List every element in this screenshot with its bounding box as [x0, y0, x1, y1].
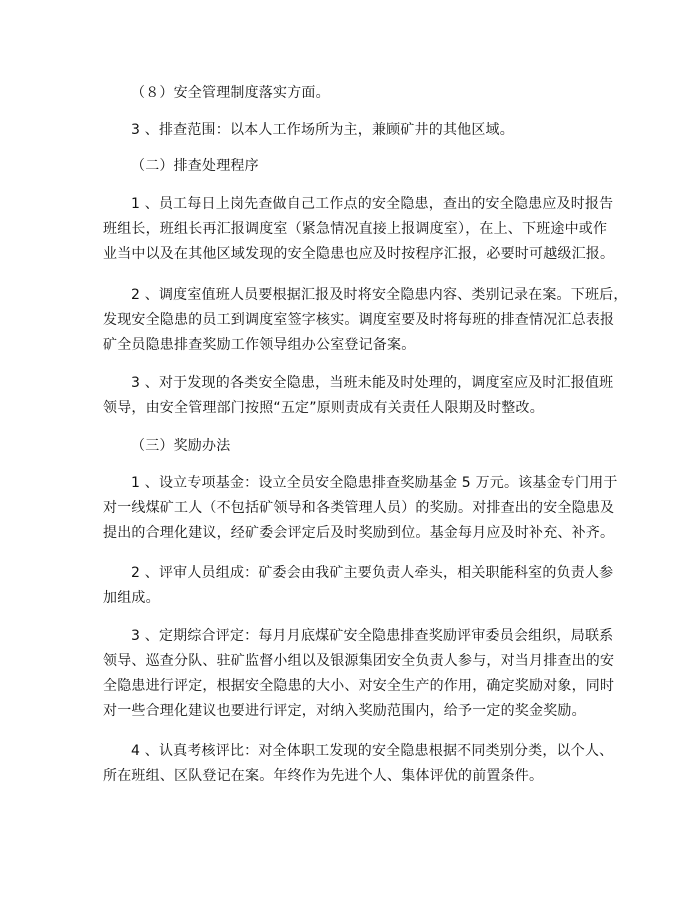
- text-line: 加组成。: [103, 590, 160, 606]
- text-line: （８）安全管理制度落实方面。: [131, 85, 330, 101]
- text-line: 3 、对于发现的各类安全隐患，当班未能及时处理的，调度室应及时汇报值班: [131, 375, 614, 391]
- text-line: 1 、员工每日上岗先查做自己工作点的安全隐患，查出的安全隐患应及时报告: [131, 196, 614, 212]
- text-line: 3 、排查范围：以本人工作场所为主，兼顾矿井的其他区域。: [131, 122, 514, 138]
- text-line: 2 、评审人员组成：矿委会由我矿主要负责人牵头，相关职能科室的负责人参: [131, 565, 614, 581]
- text-line: 全隐患进行评定，根据安全隐患的大小、对安全生产的作用，确定奖励对象，同时: [103, 678, 615, 694]
- paragraph-rewards-2: [103, 561, 614, 611]
- paragraph-8-mgmt-system: [103, 81, 603, 106]
- text-line: 班组长，班组长再汇报调度室（紧急情况直接上报调度室），在上、下班途中或作: [103, 221, 608, 237]
- text-line: 领导，由安全管理部门按照“五定”原则责成有关责任人限期及时整改。: [103, 400, 544, 416]
- paragraph-rewards-1: [103, 471, 618, 546]
- text-line: 提出的合理化建议，经矿委会评定后及时奖励到位。基金每月应及时补充、补齐。: [103, 525, 615, 541]
- paragraph-rewards-4: [103, 739, 614, 789]
- paragraph-procedure-3: [103, 371, 614, 421]
- paragraph-procedure-2: [103, 283, 628, 358]
- text-line: 1 、设立专项基金：设立全员安全隐患排查奖励基金 5 万元。该基金专门用于: [131, 475, 618, 491]
- text-line: 领导、巡查分队、驻矿监督小组以及银源集团安全负责人参与，对当月排查出的安: [103, 653, 615, 669]
- text-line: 4 、认真考核评比：对全体职工发现的安全隐患根据不同类别分类，以个人、: [131, 743, 614, 759]
- text-line: 矿全员隐患排查奖励工作领导组办公室登记备案。: [103, 337, 416, 353]
- text-line: 所在班组、区队登记在案。年终作为先进个人、集体评优的前置条件。: [103, 768, 544, 784]
- section-heading-procedure: [103, 154, 603, 179]
- paragraph-procedure-1: [103, 192, 615, 267]
- text-line: 业当中以及在其他区域发现的安全隐患也应及时按程序汇报，必要时可越级汇报。: [103, 246, 615, 262]
- text-line: （三）奖励办法: [131, 438, 231, 454]
- text-line: 发现安全隐患的员工到调度室签字核实。调度室要及时将每班的排查情况汇总表报: [103, 312, 615, 328]
- section-heading-rewards: [103, 434, 603, 459]
- text-line: 2 、调度室值班人员要根据汇报及时将安全隐患内容、类别记录在案。下班后，: [131, 287, 628, 303]
- text-line: 3 、定期综合评定：每月月底煤矿安全隐患排查奖励评审委员会组织，局联系: [131, 628, 614, 644]
- paragraph-scope: [103, 118, 603, 143]
- text-line: （二）排查处理程序: [131, 158, 259, 174]
- paragraph-rewards-3: [103, 624, 615, 724]
- text-line: 对一些合理化建议也要进行评定，对纳入奖励范围内，给予一定的奖金奖励。: [103, 703, 586, 719]
- text-line: 对一线煤矿工人（不包括矿领导和各类管理人员）的奖励。对排查出的安全隐患及: [103, 500, 615, 516]
